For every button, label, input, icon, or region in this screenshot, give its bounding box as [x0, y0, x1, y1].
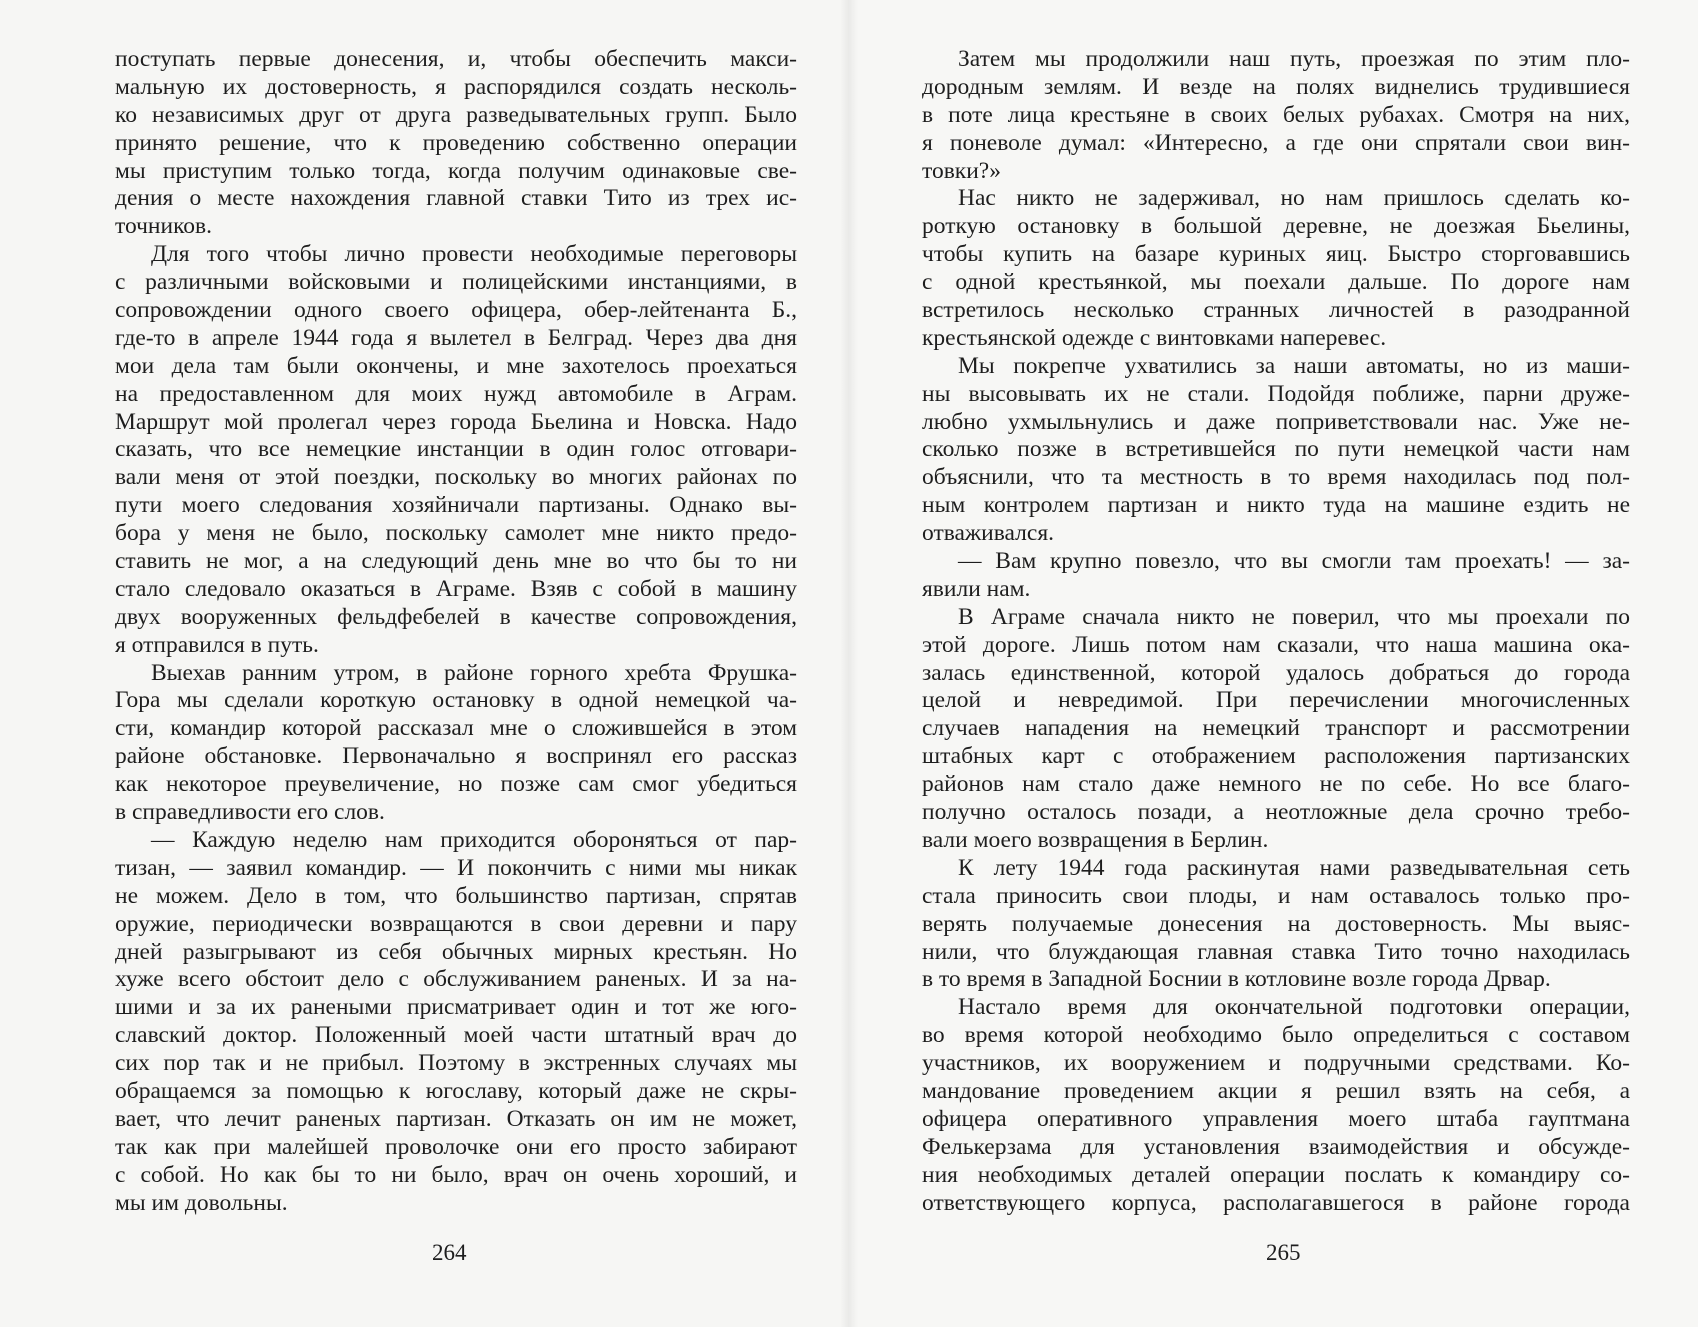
- text-line: роткую остановку в большой деревне, не доезжая Бьелины,: [922, 213, 1630, 240]
- text-line: чтобы купить на базаре куриных яиц. Быстро сторговавшись: [922, 241, 1630, 268]
- page-number-right: 265: [1266, 1240, 1301, 1265]
- text-line: дения о месте нахождения главной ставки Тито из трех ис-: [115, 185, 797, 212]
- text-line: мандование проведением акции я решил взять на себя, а: [922, 1077, 1630, 1104]
- text-line: крестьянской одежде с винтовками наперевес.: [922, 324, 1387, 351]
- text-line: обращаемся за помощью к югославу, который даже не скры-: [115, 1077, 797, 1104]
- text-line: мальную их достоверность, я распорядился создать несколь-: [115, 73, 797, 100]
- text-line: мы приступим только тогда, когда получим одинаковые све-: [115, 157, 797, 184]
- text-line: принято решение, что к проведению собственно операции: [115, 129, 797, 156]
- text-line: с различными войсковыми и полицейскими инстанциями, в: [115, 269, 797, 296]
- text-line: в справедливости его слов.: [115, 799, 385, 826]
- text-line: ным контролем партизан и никто туда на машине ездить не: [922, 492, 1630, 519]
- text-line: ставить не мог, а на следующий день мне во что бы то ни: [115, 548, 797, 575]
- left-page-text: [115, 46, 797, 1217]
- text-line: В Аграме сначала никто не поверил, что мы проехали по: [958, 603, 1630, 630]
- text-line: этой дороге. Лишь потом нам сказали, что наша машина ока-: [922, 631, 1630, 658]
- text-line: стала приносить свои плоды, и нам оставалось только про-: [922, 882, 1630, 909]
- text-line: с одной крестьянкой, мы поехали дальше. По дороге нам: [922, 269, 1630, 296]
- text-line: славский доктор. Положенный моей части штатный врач до: [115, 1022, 797, 1049]
- text-line: оружие, периодически возвращаются в свои деревни и пару: [115, 910, 797, 937]
- text-line: хуже всего обстоит дело с обслуживанием раненых. И за на-: [115, 966, 797, 993]
- text-line: Выехав ранним утром, в районе горного хребта Фрушка-: [151, 659, 797, 686]
- text-line: не можем. Дело в том, что большинство партизан, спрятав: [115, 882, 797, 909]
- book-gutter: [840, 0, 858, 1327]
- text-line: Нас никто не задерживал, но нам пришлось сделать ко-: [958, 185, 1630, 212]
- text-line: двух вооруженных фельдфебелей в качестве сопровождения,: [115, 603, 797, 630]
- text-line: сти, командир которой рассказал мне о сложившейся в этом: [115, 715, 797, 742]
- text-line: ны высовывать их не стали. Подойдя поближе, парни друже-: [922, 380, 1630, 407]
- text-line: отваживался.: [922, 520, 1055, 547]
- text-line: Настало время для окончательной подготовки операции,: [958, 994, 1630, 1021]
- text-line: ния необходимых деталей операции послать к командиру со-: [922, 1161, 1630, 1188]
- text-line: дней разыгрывают из себя обычных мирных крестьян. Но: [115, 938, 797, 965]
- text-line: тизан, — заявил командир. — И покончить с ними мы никак: [115, 854, 797, 881]
- text-line: явили нам.: [922, 575, 1031, 602]
- text-line: нили, что блуждающая главная ставка Тито точно находилась: [922, 938, 1630, 965]
- text-line: объяснили, что та местность в то время находилась под пол-: [922, 464, 1630, 491]
- text-line: Затем мы продолжили наш путь, проезжая по этим пло-: [958, 46, 1630, 72]
- right-page-text: [922, 46, 1630, 1217]
- text-line: штабных карт с отображением расположения партизанских: [922, 743, 1630, 770]
- text-line: Гора мы сделали короткую остановку в одной немецкой ча-: [115, 687, 797, 714]
- text-line: сопровождении одного своего офицера, обер-лейтенанта Б.,: [115, 297, 797, 324]
- text-line: ко независимых друг от друга разведывательных групп. Было: [115, 101, 797, 128]
- text-line: мои дела там были окончены, и мне захотелось проехаться: [115, 352, 797, 379]
- text-line: товки?»: [922, 157, 1001, 184]
- text-line: вали моего возвращения в Берлин.: [922, 826, 1269, 853]
- text-line: районе обстановке. Первоначально я воспринял его рассказ: [115, 743, 797, 770]
- text-line: поступать первые донесения, и, чтобы обеспечить макси-: [115, 46, 797, 72]
- text-line: шими и за их ранеными присматривает один и тот же юго-: [115, 994, 797, 1021]
- text-line: вает, что лечит раненых партизан. Отказать он им не может,: [115, 1105, 797, 1132]
- text-line: бора у меня не было, поскольку самолет мне никто предо-: [115, 520, 797, 547]
- text-line: получно осталось позади, а неотложные дела срочно требо-: [922, 799, 1630, 826]
- text-line: пути моего следования хозяйничали партизаны. Однако вы-: [115, 492, 797, 519]
- text-line: Для того чтобы лично провести необходимые переговоры: [151, 241, 797, 268]
- text-line: офицера оперативного управления моего штаба гауптмана: [922, 1105, 1630, 1132]
- text-line: — Вам крупно повезло, что вы смогли там проехать! — за-: [958, 548, 1630, 575]
- text-line: участников, их вооружением и подручными средствами. Ко-: [922, 1050, 1630, 1077]
- text-line: встретилось несколько странных личностей в разодранной: [922, 297, 1630, 324]
- text-line: любно ухмыльнулись и даже поприветствовали нас. Уже не-: [922, 408, 1630, 435]
- text-line: я поневоле думал: «Интересно, а где они спрятали свои вин-: [922, 129, 1630, 156]
- text-line: Фелькерзама для установления взаимодействия и обсужде-: [922, 1133, 1630, 1160]
- text-line: с собой. Но как бы то ни было, врач он очень хороший, и: [115, 1161, 797, 1188]
- text-line: верять получаемые донесения на достоверность. Мы выяс-: [922, 910, 1630, 937]
- right-page: [849, 0, 1698, 1327]
- text-line: как некоторое преувеличение, но позже сам смог убедиться: [115, 771, 797, 798]
- text-line: так как при малейшей проволочке они его просто забирают: [115, 1133, 797, 1160]
- text-line: точников.: [115, 213, 213, 240]
- text-line: где-то в апреле 1944 года я вылетел в Белград. Через два дня: [115, 324, 797, 351]
- text-line: стало следовало оказаться в Аграме. Взяв с собой в машину: [115, 575, 797, 602]
- text-line: на предоставленном для моих нужд автомобиле в Аграм.: [115, 380, 797, 407]
- text-line: Мы покрепче ухватились за наши автоматы, но из маши-: [958, 352, 1630, 379]
- text-line: я отправился в путь.: [115, 631, 319, 658]
- text-line: мы им довольны.: [115, 1189, 288, 1216]
- text-line: залась единственной, которой удалось добраться до города: [922, 659, 1630, 686]
- text-line: Маршрут мой пролегал через города Бьелина и Новска. Надо: [115, 408, 797, 435]
- text-line: сих пор так и не прибыл. Поэтому в экстренных случаях мы: [115, 1050, 797, 1077]
- text-line: дородным землям. И везде на полях виднелись трудившиеся: [922, 73, 1630, 100]
- page-number-left: 264: [432, 1240, 467, 1265]
- text-line: сколько позже в встретившейся по пути немецкой части нам: [922, 436, 1630, 463]
- text-line: целой и невредимой. При перечислении многочисленных: [922, 687, 1630, 714]
- text-line: в поте лица крестьяне в своих белых рубахах. Смотря на них,: [922, 101, 1630, 128]
- text-line: случаев нападения на немецкий транспорт и рассмотрении: [922, 715, 1630, 742]
- text-line: вали меня от этой поездки, поскольку во многих районах по: [115, 464, 797, 491]
- text-line: районов нам стало даже немного не по себе. Но все благо-: [922, 771, 1630, 798]
- text-line: во время которой необходимо было определиться с составом: [922, 1022, 1630, 1049]
- text-line: сказать, что все немецкие инстанции в один голос отговари-: [115, 436, 797, 463]
- text-line: — Каждую неделю нам приходится обороняться от пар-: [151, 826, 797, 853]
- text-line: ответствующего корпуса, располагавшегося в районе города: [922, 1189, 1630, 1216]
- text-line: К лету 1944 года раскинутая нами разведывательная сеть: [958, 854, 1630, 881]
- text-line: в то время в Западной Боснии в котловине возле города Дрвар.: [922, 966, 1551, 993]
